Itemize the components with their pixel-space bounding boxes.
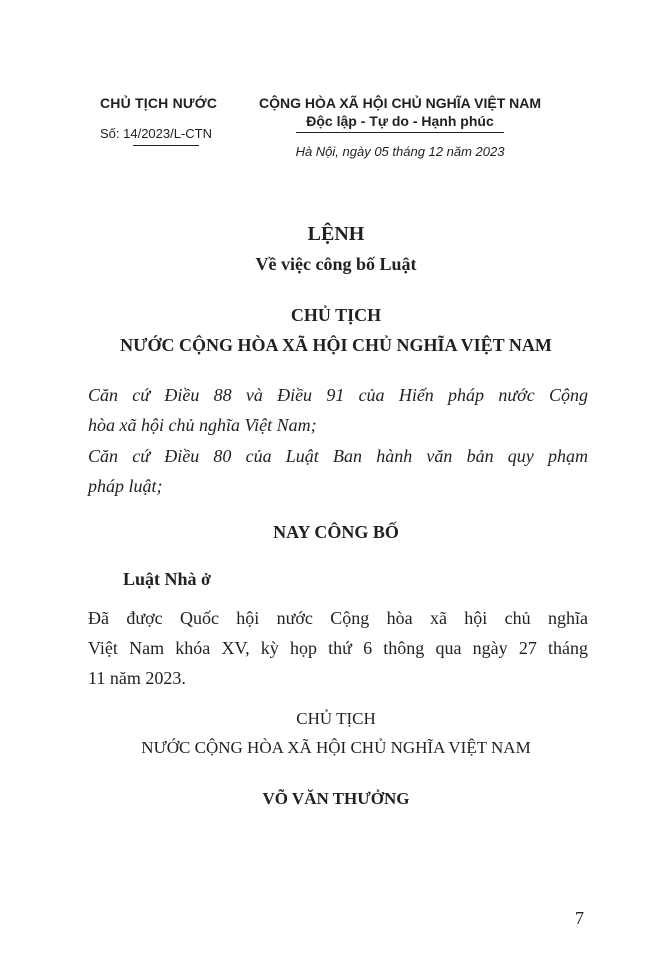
motto-underline xyxy=(296,132,504,133)
document-number: Số: 14/2023/L-CTN xyxy=(100,126,213,141)
number-underline xyxy=(133,145,199,146)
signatory-country: NƯỚC CỘNG HÒA XÃ HỘI CHỦ NGHĨA VIỆT NAM xyxy=(141,738,531,757)
law-name: Luật Nhà ở xyxy=(123,569,211,589)
issuer-country: NƯỚC CỘNG HÒA XÃ HỘI CHỦ NGHĨA VIỆT NAM xyxy=(120,335,552,355)
legal-basis-paragraph xyxy=(88,441,588,501)
paragraph-line: Căn cứ Điều 88 và Điều 91 của Hiến pháp nước Cộng xyxy=(88,385,588,405)
issuing-authority: CHỦ TỊCH NƯỚC xyxy=(100,95,218,111)
national-motto: Độc lập - Tự do - Hạnh phúc xyxy=(306,113,494,129)
paragraph-line: Căn cứ Điều 80 của Luật Ban hành văn bản quy phạm xyxy=(88,446,588,466)
paragraph-line: 11 năm 2023. xyxy=(88,668,186,688)
paragraph-line: hòa xã hội chủ nghĩa Việt Nam; xyxy=(88,415,317,435)
legal-basis-paragraph xyxy=(88,380,588,440)
paragraph-line: Việt Nam khóa XV, kỳ họp thứ 6 thông qua ngày 27 tháng xyxy=(88,638,588,658)
page-number: 7 xyxy=(575,908,584,928)
signatory-title: CHỦ TỊCH xyxy=(296,709,376,728)
national-title: CỘNG HÒA XÃ HỘI CHỦ NGHĨA VIỆT NAM xyxy=(258,95,542,111)
passage-paragraph xyxy=(88,603,588,693)
signatory-name: VÕ VĂN THƯỞNG xyxy=(262,789,410,808)
paragraph-line: pháp luật; xyxy=(88,476,163,496)
document-subtitle: Về việc công bố Luật xyxy=(255,254,417,274)
paragraph-line: Đã được Quốc hội nước Cộng hòa xã hội chủ nghĩa xyxy=(88,608,588,628)
document-date: Hà Nội, ngày 05 tháng 12 năm 2023 xyxy=(295,144,505,159)
document-title: LỆNH xyxy=(307,223,365,245)
proclamation-heading: NAY CÔNG BỐ xyxy=(273,522,399,542)
issuer-title: CHỦ TỊCH xyxy=(290,305,382,325)
